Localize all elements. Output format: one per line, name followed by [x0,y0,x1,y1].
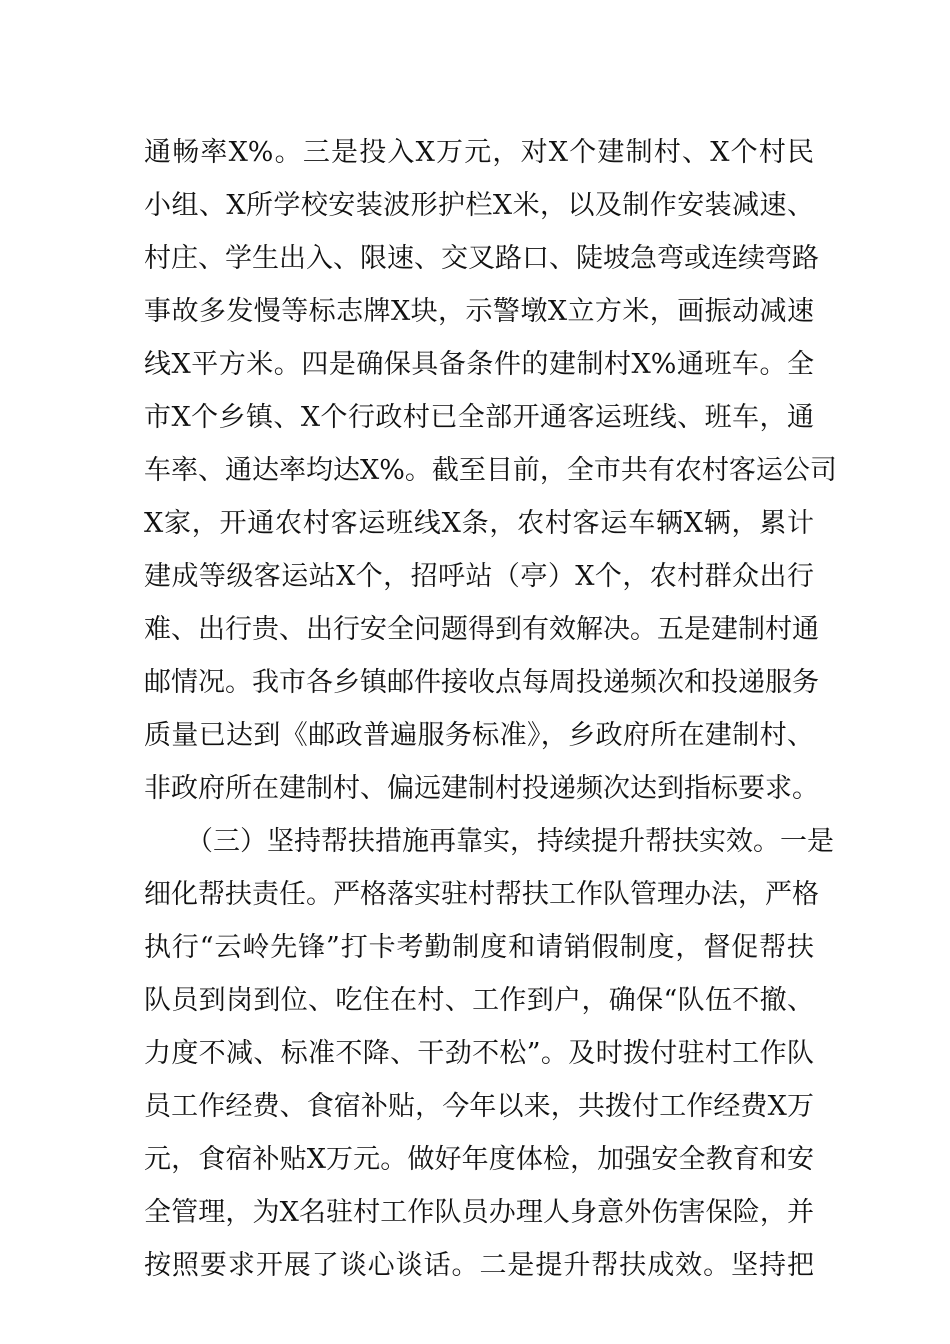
text-line-13: 非政府所在建制村、偏远建制村投递频次达到指标要求。 [144,773,819,804]
text-line-6: 市X个乡镇、X个行政村已全部开通客运班线、班车，通 [144,402,814,433]
text-line-1: 通畅率X%。三是投入X万元，对X个建制村、X个村民 [144,137,814,168]
text-line-5: 线X平方米。四是确保具备条件的建制村X%通班车。全 [144,349,814,380]
text-line-16: 执行“云岭先锋”打卡考勤制度和请销假制度，督促帮扶 [144,932,814,963]
text-line-18: 力度不减、标准不降、干劲不松”。及时拨付驻村工作队 [144,1038,814,1069]
text-line-8: X家，开通农村客运班线X条，农村客运车辆X辆，累计 [144,508,814,539]
text-line-17: 队员到岗到位、吃住在村、工作到户，确保“队伍不撤、 [144,985,814,1016]
text-line-19: 员工作经费、食宿补贴，今年以来，共拨付工作经费X万 [144,1091,814,1122]
body-text [144,126,837,1292]
text-line-9: 建成等级客运站X个，招呼站（亭）X个，农村群众出行 [144,561,814,592]
text-line-12: 质量已达到《邮政普遍服务标准》，乡政府所在建制村、 [144,720,814,751]
text-line-10: 难、出行贵、出行安全问题得到有效解决。五是建制村通 [144,614,819,645]
text-line-3: 村庄、学生出入、限速、交叉路口、陡坡急弯或连续弯路 [144,243,819,274]
text-line-15: 细化帮扶责任。严格落实驻村帮扶工作队管理办法，严格 [144,879,819,910]
text-line-20: 元，食宿补贴X万元。做好年度体检，加强安全教育和安 [144,1144,814,1175]
text-line-21: 全管理，为X名驻村工作队员办理人身意外伤害保险，并 [144,1197,814,1228]
text-line-4: 事故多发慢等标志牌X块，示警墩X立方米，画振动减速 [144,296,814,327]
text-line-22: 按照要求开展了谈心谈话。二是提升帮扶成效。坚持把 [144,1250,814,1281]
text-line-11: 邮情况。我市各乡镇邮件接收点每周投递频次和投递服务 [144,667,819,698]
text-line-2: 小组、X所学校安装波形护栏X米，以及制作安装减速、 [144,190,814,221]
section-heading-line: （三）坚持帮扶措施再靠实，持续提升帮扶实效。一是 [186,826,834,857]
text-line-7: 车率、通达率均达X%。截至目前，全市共有农村客运公司 [144,455,837,486]
